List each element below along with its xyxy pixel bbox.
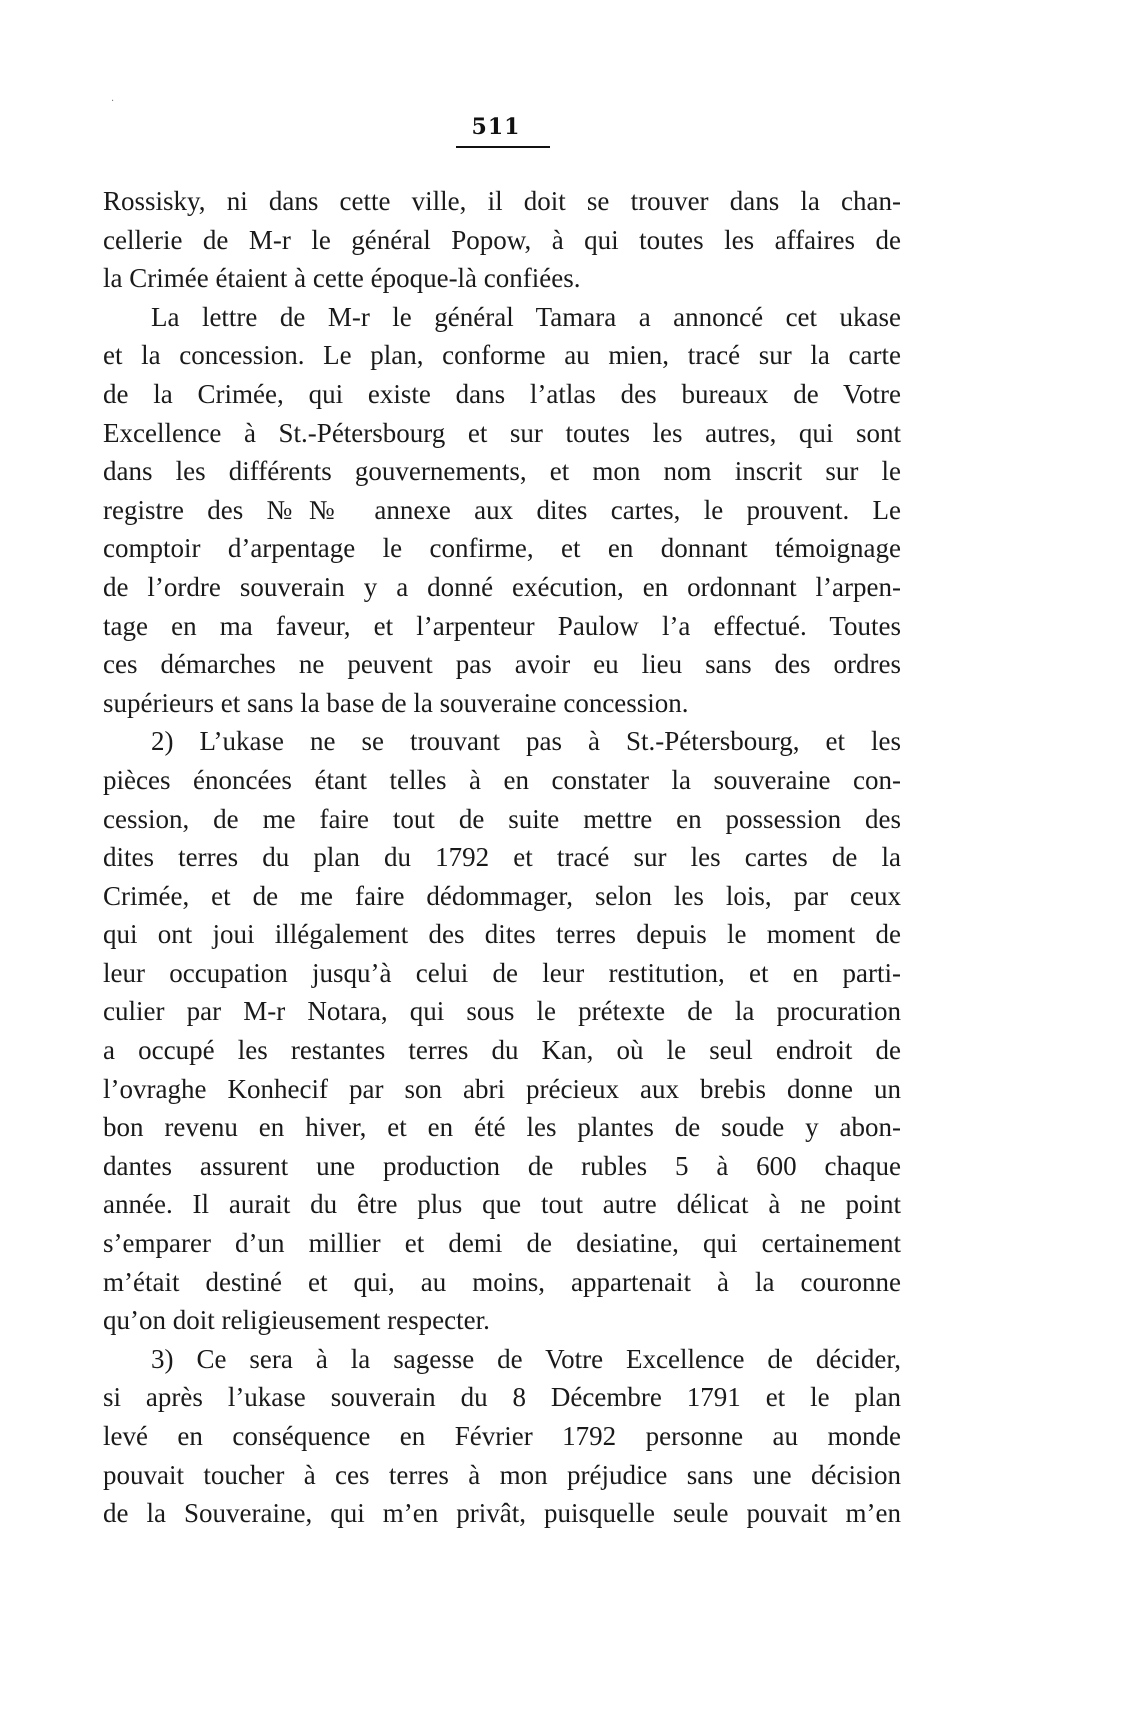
text-line: leur occupation jusqu’à celui de leur restitution, et en parti- (103, 957, 901, 988)
text-line: Excellence à St.-Pétersbourg et sur toutes les autres, qui sont (103, 417, 901, 448)
text-line: l’ovraghe Konhecif par son abri précieux aux brebis donne un (103, 1073, 901, 1104)
text-line: si après l’ukase souverain du 8 Décembre 1791 et le plan (103, 1382, 901, 1413)
page-number-rule (456, 146, 550, 148)
text-line: comptoir d’arpentage le confirme, et en donnant témoignage (103, 533, 901, 564)
text-line: m’était destiné et qui, au moins, appartenait à la couronne (103, 1266, 901, 1297)
text-line: de la Souveraine, qui m’en privât, puisquelle seule pouvait m’en (103, 1498, 901, 1529)
text-line: registre des №№ annexe aux dites cartes, le prouvent. Le (103, 494, 901, 525)
text-line: levé en conséquence en Février 1792 personne au monde (103, 1421, 901, 1451)
text-line: a occupé les restantes terres du Kan, où le seul endroit de (103, 1035, 901, 1066)
text-line: La lettre de M-r le général Tamara a annoncé cet ukase (151, 301, 901, 332)
text-line: qui ont joui illégalement des dites terres depuis le moment de (103, 919, 901, 950)
body-text (103, 182, 901, 1533)
text-line: 2) L’ukase ne se trouvant pas à St.-Pétersbourg, et les (151, 726, 901, 757)
scan-speck: · (111, 96, 115, 107)
text-line: cellerie de M-r le général Popow, à qui toutes les affaires de (103, 224, 901, 255)
text-line: Crimée, et de me faire dédommager, selon les lois, par ceux (103, 880, 901, 911)
text-line: qu’on doit religieusement respecter. (103, 1305, 490, 1336)
text-line: pièces énoncées étant telles à en constater la souveraine con- (103, 764, 901, 795)
text-line: tage en ma faveur, et l’arpenteur Paulow l’a effectué. Toutes (103, 610, 901, 641)
text-line: pouvait toucher à ces terres à mon préjudice sans une décision (103, 1459, 901, 1490)
text-line: ces démarches ne peuvent pas avoir eu lieu sans des ordres (103, 649, 901, 680)
text-line: dites terres du plan du 1792 et tracé sur les cartes de la (103, 842, 901, 873)
text-line: et la concession. Le plan, conforme au mien, tracé sur la carte (103, 340, 901, 371)
text-line: la Crimée étaient à cette époque-là confiées. (103, 263, 581, 294)
page-number: 511 (471, 114, 521, 140)
text-line: bon revenu en hiver, et en été les plantes de soude y abon- (103, 1112, 901, 1143)
text-line: dans les différents gouvernements, et mon nom inscrit sur le (103, 456, 901, 487)
text-line: 3) Ce sera à la sagesse de Votre Excellence de décider, (151, 1343, 901, 1374)
text-line: dantes assurent une production de rubles 5 à 600 chaque (103, 1150, 901, 1181)
text-line: Rossisky, ni dans cette ville, il doit se trouver dans la chan- (103, 186, 901, 216)
text-line: supérieurs et sans la base de la souveraine concession. (103, 687, 689, 718)
text-line: année. Il aurait du être plus que tout autre délicat à ne point (103, 1189, 901, 1220)
text-line: s’emparer d’un millier et demi de desiatine, qui certainement (103, 1228, 901, 1259)
text-line: cession, de me faire tout de suite mettre en possession des (103, 803, 901, 834)
text-line: de l’ordre souverain y a donné exécution, en ordonnant l’arpen- (103, 571, 901, 602)
text-line: culier par M-r Notara, qui sous le prétexte de la procuration (103, 996, 901, 1027)
text-line: de la Crimée, qui existe dans l’atlas des bureaux de Votre (103, 378, 901, 409)
